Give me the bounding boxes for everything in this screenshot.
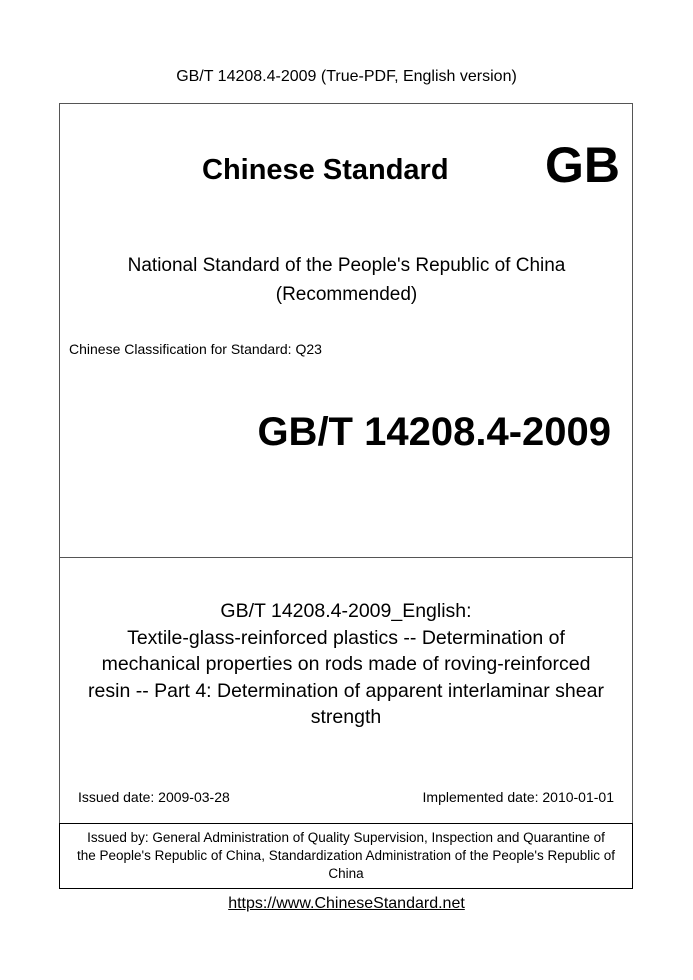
title-line: resin -- Part 4: Determination of apparent interlaminar shear [88,679,604,702]
implemented-date: Implemented date: 2010-01-01 [422,789,614,805]
issuer-line: Issued by: General Administration of Quality Supervision, Inspection and Quarantine of [87,830,605,845]
issued-date: Issued date: 2009-03-28 [78,789,230,805]
standard-number: GB/T 14208.4-2009 [257,410,611,454]
title-line: GB/T 14208.4-2009_English: [220,600,472,622]
recommended-label: (Recommended) [275,284,418,305]
document-title [64,598,628,731]
classification-label: Chinese Classification for Standard: Q23 [69,341,322,357]
issuer-statement [60,829,632,883]
document-header: GB/T 14208.4-2009 (True-PDF, English version) [176,68,517,85]
issuer-line: China [328,866,364,881]
title-line: Textile-glass-reinforced plastics -- Determination of [127,626,565,649]
title-line: mechanical properties on rods made of roving-reinforced [101,653,591,675]
national-standard-line: National Standard of the People's Republic of China [127,255,566,276]
issuer-line: the People's Republic of China, Standardization Administration of the People's Republic of [77,848,615,863]
national-standard-label [0,251,693,309]
gb-mark: GB [545,137,620,193]
website-link[interactable]: https://www.ChineseStandard.net [228,895,465,912]
chinese-standard-heading: Chinese Standard [202,154,449,186]
title-line: strength [310,706,382,728]
